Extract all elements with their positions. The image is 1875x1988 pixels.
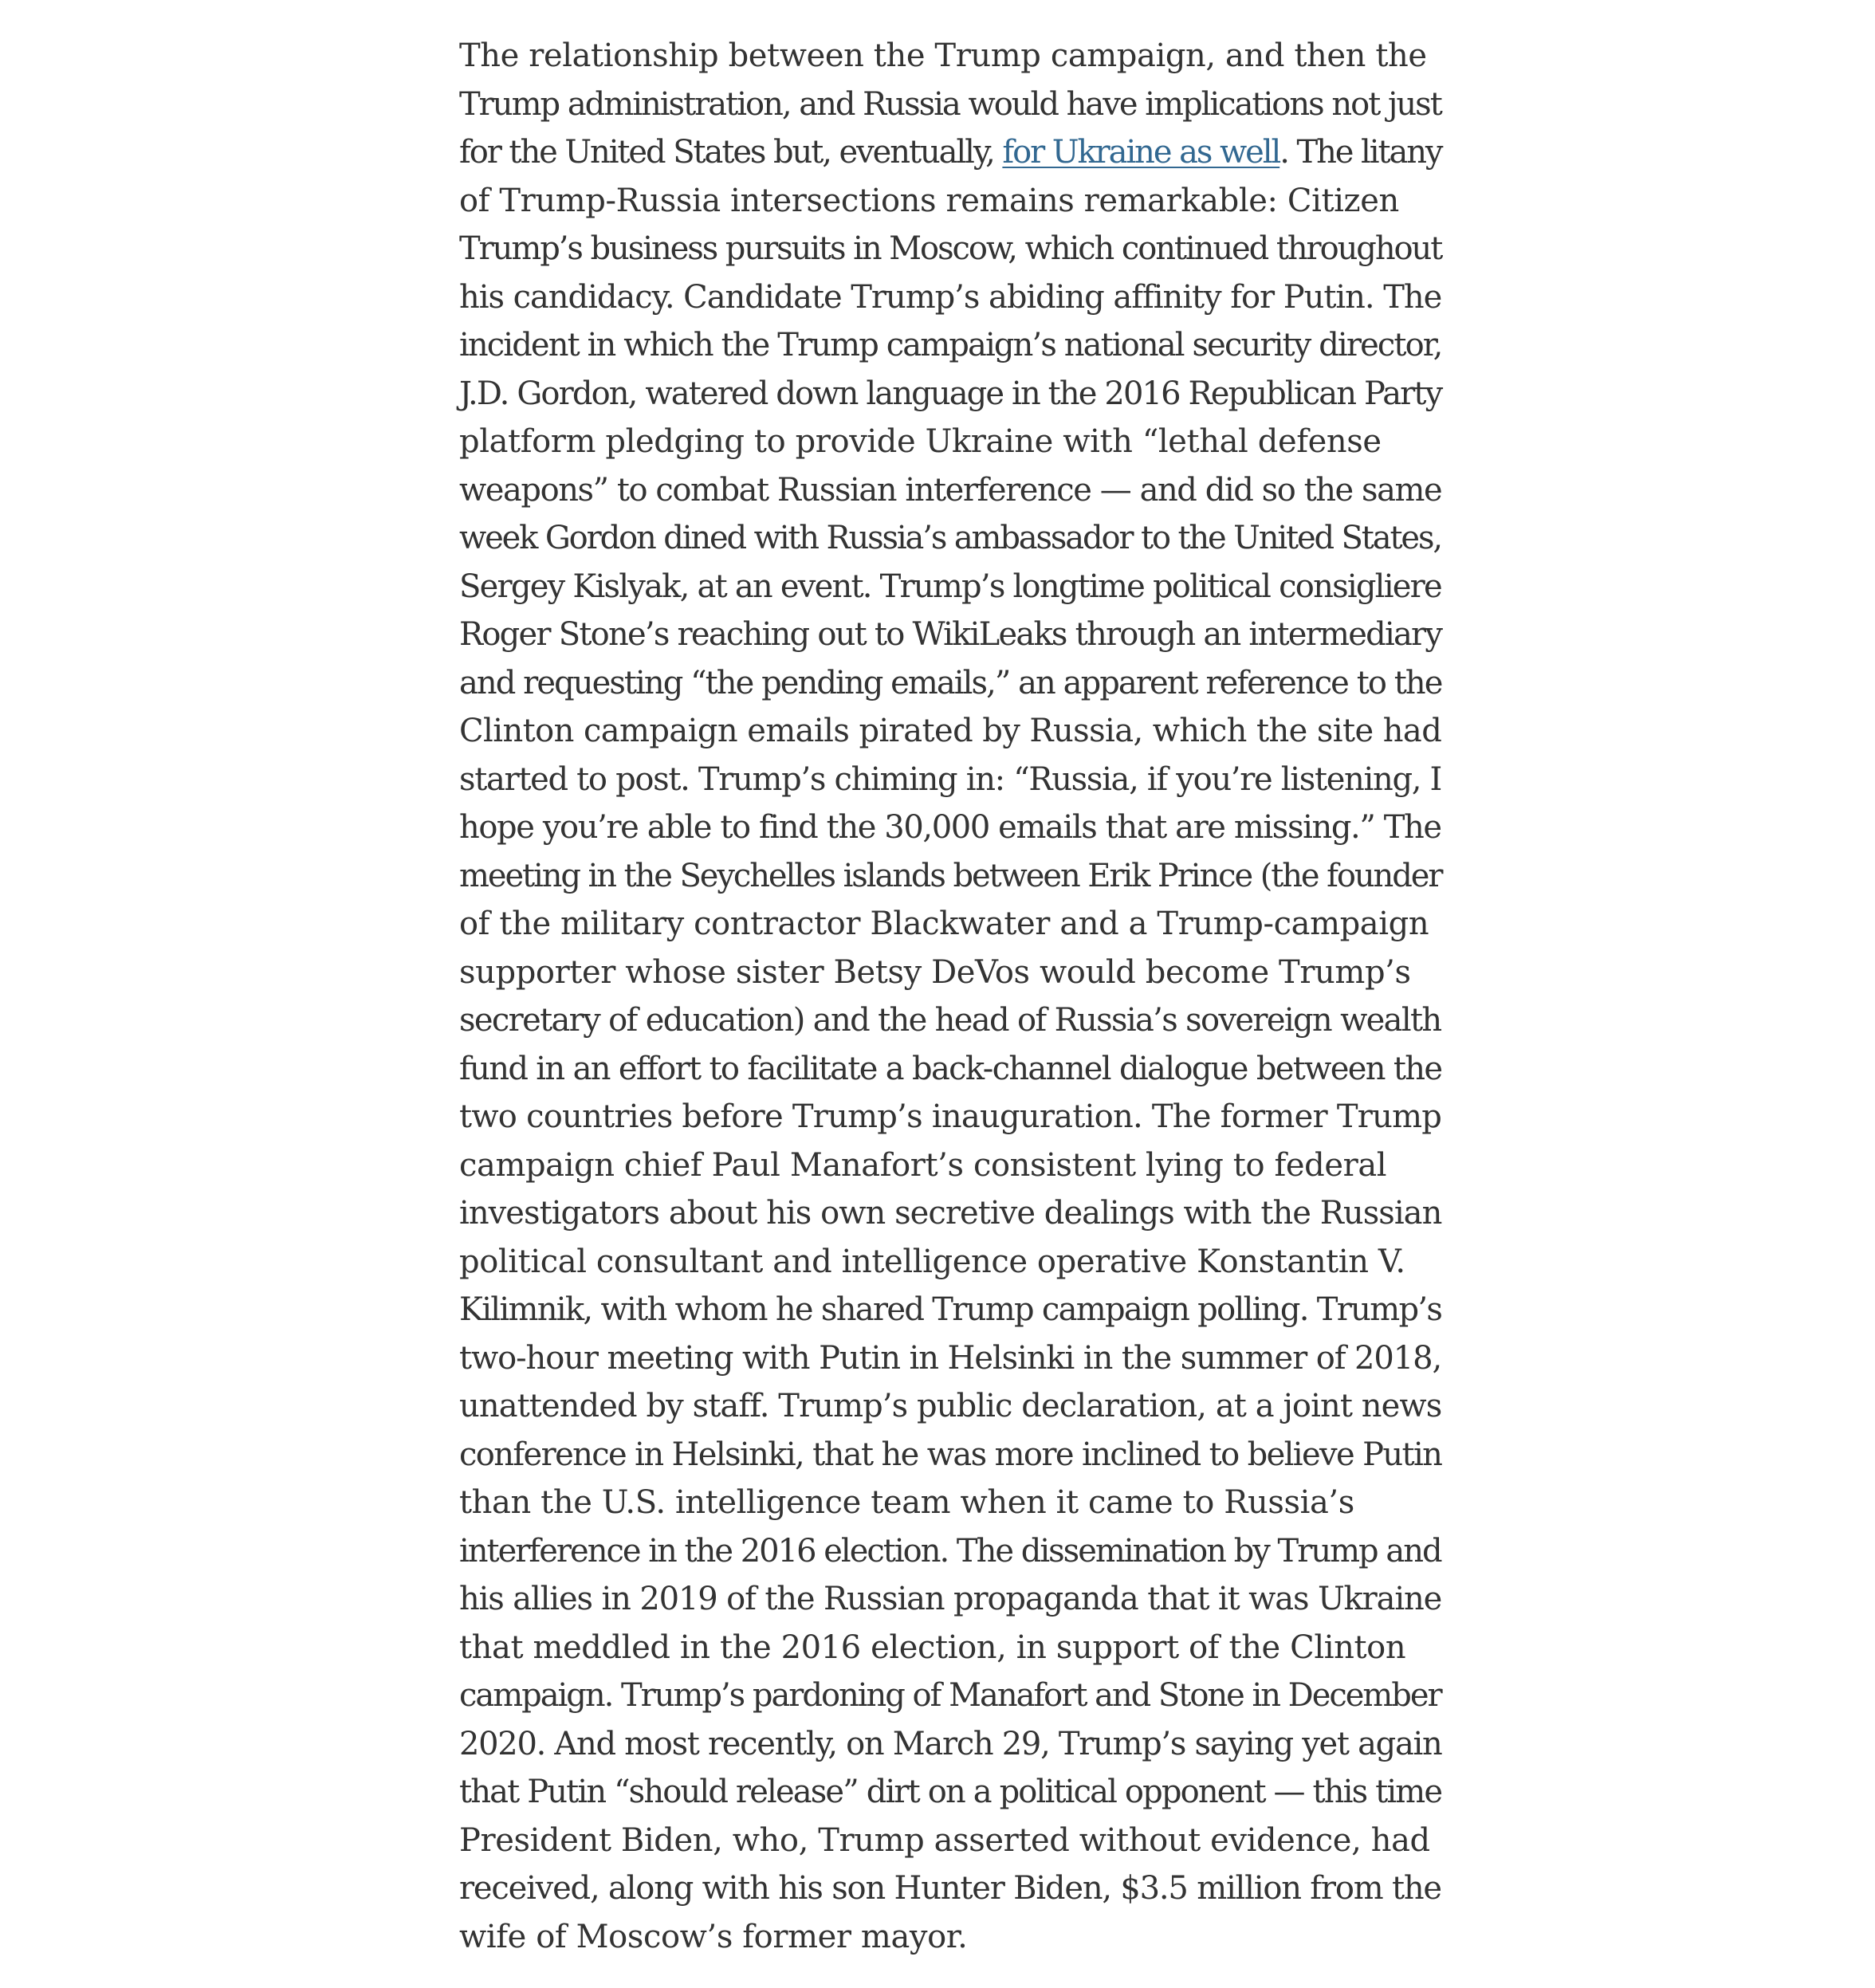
paragraph-line: secretary of education) and the head of Russia’s sovereign wealth	[459, 1002, 1441, 1039]
paragraph-line	[459, 128, 1441, 177]
paragraph-line: Trump’s business pursuits in Moscow, which continued throughout	[459, 230, 1442, 267]
paragraph-line: platform pledging to provide Ukraine with “lethal defense	[459, 423, 1382, 460]
paragraph-line: Roger Stone’s reaching out to WikiLeaks through an intermediary	[459, 616, 1442, 653]
paragraph-line: conference in Helsinki, that he was more inclined to believe Putin	[459, 1436, 1442, 1473]
paragraph-line: interference in the 2016 election. The dissemination by Trump and	[459, 1532, 1441, 1570]
paragraph-line: Kilimnik, with whom he shared Trump campaign polling. Trump’s	[459, 1291, 1442, 1328]
paragraph-line: Clinton campaign emails pirated by Russia, which the site had	[459, 713, 1442, 749]
article-body	[459, 32, 1441, 1961]
paragraph-line: political consultant and intelligence operative Konstantin V.	[459, 1243, 1405, 1280]
paragraph-line: incident in which the Trump campaign’s national security director,	[459, 327, 1442, 363]
paragraph-line: received, along with his son Hunter Biden, $3.5 million from the	[459, 1870, 1441, 1907]
article-paragraph	[459, 32, 1441, 1961]
paragraph-line: started to post. Trump’s chiming in: “Russia, if you’re listening, I	[459, 760, 1442, 798]
paragraph-line: week Gordon dined with Russia’s ambassador to the United States,	[459, 520, 1441, 556]
paragraph-line: two countries before Trump’s inauguration. The former Trump	[459, 1098, 1442, 1135]
paragraph-line: hope you’re able to find the 30,000 emails that are missing.” The	[459, 809, 1441, 846]
paragraph-line: and requesting “the pending emails,” an apparent reference to the	[459, 664, 1442, 701]
paragraph-line: campaign chief Paul Manafort’s consistent lying to federal	[459, 1146, 1387, 1184]
paragraph-line: that Putin “should release” dirt on a political opponent — this time	[459, 1774, 1442, 1810]
paragraph-line: than the U.S. intelligence team when it came to Russia’s	[459, 1484, 1354, 1521]
paragraph-line: The relationship between the Trump campaign, and then the	[459, 37, 1427, 74]
ukraine-article-link[interactable]: for Ukraine as well	[1002, 134, 1280, 171]
paragraph-line: Sergey Kislyak, at an event. Trump’s longtime political consigliere	[459, 568, 1441, 605]
paragraph-line: fund in an effort to facilitate a back-channel dialogue between the	[459, 1050, 1442, 1087]
paragraph-line: unattended by staff. Trump’s public declaration, at a joint news	[459, 1388, 1442, 1424]
paragraph-line: weapons” to combat Russian interference — and did so the same	[459, 471, 1442, 509]
paragraph-line: investigators about his own secretive dealings with the Russian	[459, 1195, 1442, 1232]
paragraph-line: J.D. Gordon, watered down language in the 2016 Republican Party	[459, 375, 1442, 412]
paragraph-line: that meddled in the 2016 election, in support of the Clinton	[459, 1629, 1406, 1666]
paragraph-line: of Trump-Russia intersections remains remarkable: Citizen	[459, 182, 1399, 219]
paragraph-line: President Biden, who, Trump asserted without evidence, had	[459, 1821, 1430, 1859]
paragraph-line: meeting in the Seychelles islands between Erik Prince (the founder	[459, 857, 1442, 894]
paragraph-line: his allies in 2019 of the Russian propaganda that it was Ukraine	[459, 1581, 1442, 1617]
paragraph-line: of the military contractor Blackwater and a Trump-campaign	[459, 906, 1429, 942]
paragraph-line: supporter whose sister Betsy DeVos would become Trump’s	[459, 953, 1411, 991]
paragraph-line: campaign. Trump’s pardoning of Manafort and Stone in December	[459, 1677, 1441, 1714]
paragraph-line: his candidacy. Candidate Trump’s abiding affinity for Putin. The	[459, 278, 1442, 316]
paragraph-line: wife of Moscow’s former mayor.	[459, 1918, 968, 1955]
line-text-after-link: . The litany	[1279, 134, 1442, 171]
line-text-before-link: for the United States but, eventually,	[459, 134, 1003, 171]
paragraph-line: 2020. And most recently, on March 29, Trump’s saying yet again	[459, 1725, 1442, 1762]
paragraph-line: Trump administration, and Russia would have implications not just	[459, 85, 1441, 123]
paragraph-line: two-hour meeting with Putin in Helsinki in the summer of 2018,	[459, 1339, 1442, 1377]
